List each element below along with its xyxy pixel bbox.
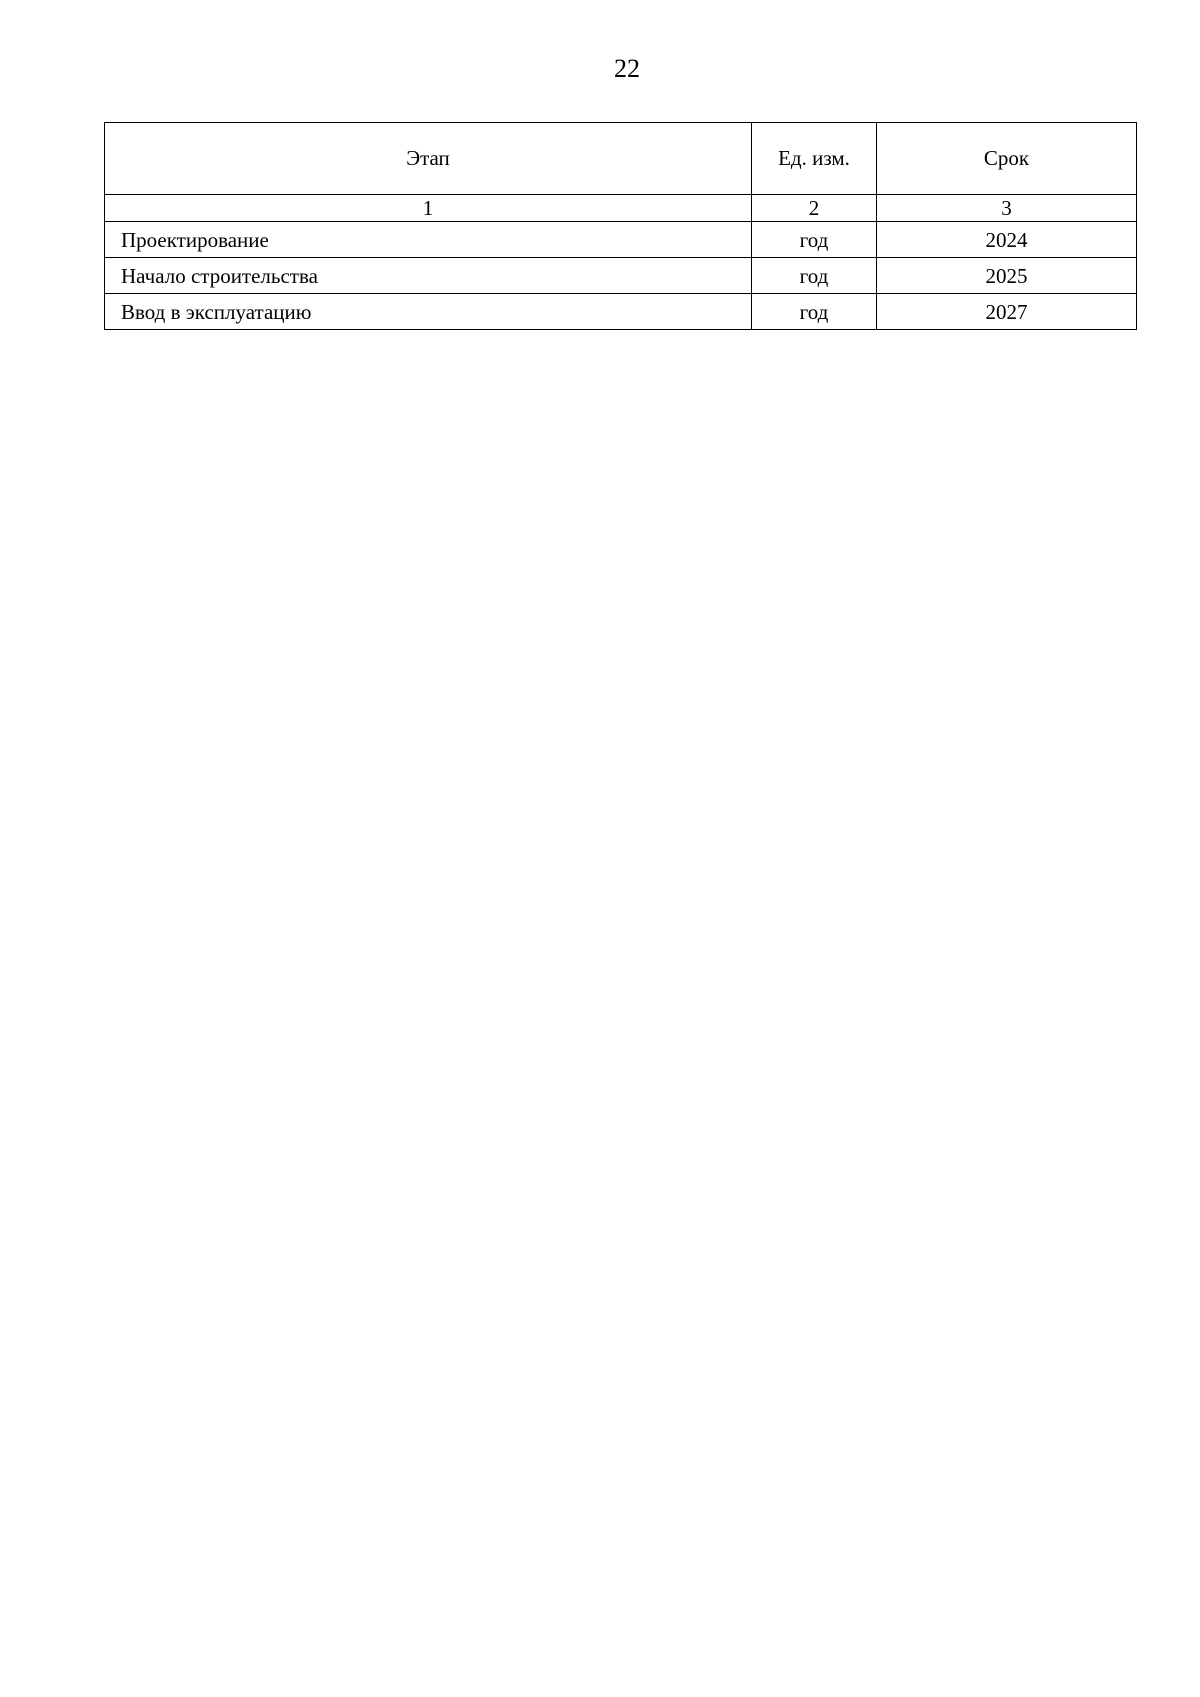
year-cell: 2024 <box>877 222 1137 258</box>
stage-cell: Начало строительства <box>105 258 752 294</box>
column-number-row <box>105 195 1137 222</box>
page-number: 22 <box>614 54 640 83</box>
stage-schedule-table <box>104 122 1137 330</box>
unit-cell: год <box>752 294 877 330</box>
header-term: Срок <box>877 123 1137 195</box>
year-cell: 2027 <box>877 294 1137 330</box>
table-header-row <box>105 123 1137 195</box>
table-body <box>105 195 1137 330</box>
table-row <box>105 258 1137 294</box>
column-number: 3 <box>877 195 1137 222</box>
table-row <box>105 222 1137 258</box>
column-number: 2 <box>752 195 877 222</box>
table-row <box>105 294 1137 330</box>
table-header <box>105 123 1137 195</box>
column-number: 1 <box>105 195 752 222</box>
header-stage: Этап <box>105 123 752 195</box>
stage-cell: Ввод в эксплуатацию <box>105 294 752 330</box>
unit-cell: год <box>752 258 877 294</box>
year-cell: 2025 <box>877 258 1137 294</box>
unit-cell: год <box>752 222 877 258</box>
stage-cell: Проектирование <box>105 222 752 258</box>
header-unit: Ед. изм. <box>752 123 877 195</box>
